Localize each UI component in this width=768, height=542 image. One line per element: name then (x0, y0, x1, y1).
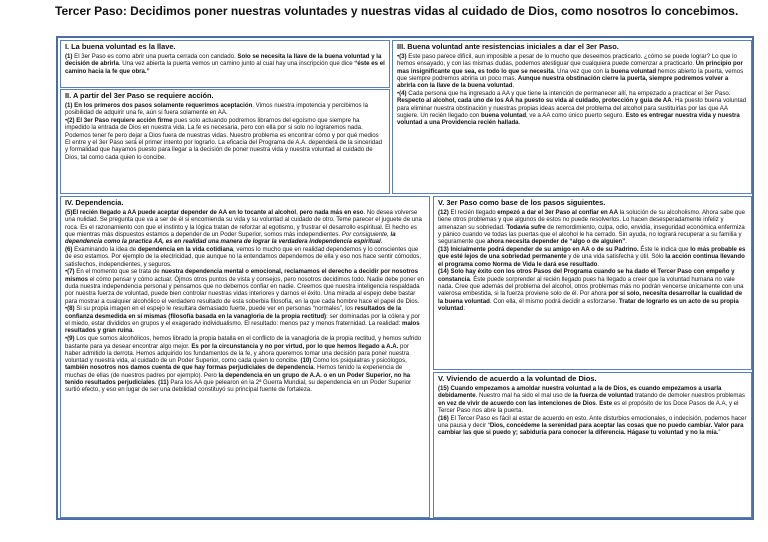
text-run: (15) Cuando empezamos a amoldar nuestra voluntad a la de Dios, es cuando empezamos a usarla debidamente (438, 384, 722, 400)
text-run: . (597, 260, 600, 268)
section-6 (433, 372, 752, 518)
page-title: Tercer Paso: Decidimos poner nuestras voluntades y nuestras vidas al cuidado de Dios, como nosotros lo concebimos. (55, 4, 739, 18)
text-run: . (595, 399, 600, 407)
text-run: Para los AA que pelearon en la 2ª Guerra Mundial, su dependencia en un Poder Superior surtió efecto, y eso en lugar de ser una debilidad constituyó su principal fuente de fortaleza. (65, 379, 412, 394)
text-run: . (512, 82, 515, 90)
text-run: . (463, 304, 466, 312)
text-run: Este (599, 399, 613, 407)
section-paragraph (397, 53, 747, 90)
text-run: . (380, 238, 383, 246)
text-run: ” (718, 429, 721, 437)
text-run: (5) (65, 208, 73, 216)
text-run: pues solo actuando podremos librarnos del egoísmo que siempre ha impedido la entrada de Dios en nuestra vida. La fe es necesaria, pero con ella por si solo no lograremos nada. Podemos tener fe pero dejar a Dios fuera de nuestras vidas. Nuestro problema es encontrar cómo y por qué medios El entre y el 3er Paso será el primer intento por lograrlo. La eficacia del Programa de A.A. dependerá de la sinceridad y formalidad que hayamos puesto para llegar a la decisión de poner nuestra vida y nuestra voluntad al cuidado de Dios, tal como cada quien lo concibe. (65, 117, 383, 161)
text-run: también nosotros nos damos cuenta de que hay formas perjudiciales de dependencia (65, 364, 314, 372)
text-run: El recién llegado a AA puede aceptar depender de AA en lo tocante al alcohol (72, 208, 297, 216)
text-run: (3) (399, 52, 407, 60)
text-run: . Con ella, él mismo podrá decidir a esforzarse. (489, 297, 619, 305)
text-run: . Ha puesto buena voluntad para eliminar nuestra obstinación y nuestras propias ideas acerca del problema del alcohol para sustituirlas por las que AA sugiere. Un recién llegado con (397, 97, 747, 119)
text-run: tratando de demoler nuestros problemas (633, 392, 745, 400)
section-paragraph (65, 246, 425, 268)
text-run: (11) (158, 379, 169, 387)
section-paragraph (397, 90, 747, 127)
section-heading: V. Viviendo de acuerdo a la voluntad de Dios. (438, 374, 597, 383)
text-run: (9) (67, 335, 75, 343)
text-run: (12) (438, 208, 449, 216)
text-run: (2) El 3er Paso requiere acción firme (67, 117, 173, 124)
section-paragraph (65, 305, 425, 334)
text-run: Aunque nuestra obstinación cierre la puerta, siempre podremos volver a abrirla con la llave de la buena voluntad (397, 74, 729, 90)
text-run: por haber admitido la derrota. Hemos adquirido los fundamentos de la fe, y ahora queremos tomar una decisión para poner nuestra voluntad y nuestra vida, al cuidado de un Poder Superior, como cada quien lo concibe. (65, 342, 410, 365)
section-paragraph (438, 415, 747, 437)
text-run: . Hemos tenido la experiencia de muchas de ellas (de nuestros padres por ejemplo). Pero (65, 364, 403, 379)
section-heading: II. A partir del 3er Paso se requiere acción. (65, 91, 214, 100)
text-run: “éste es el camino hacia la fe que obra.” (65, 60, 385, 75)
text-run: malos resultados y gran ruina (65, 320, 420, 335)
text-run: . (625, 238, 627, 246)
section-3 (392, 40, 752, 194)
text-run: nuestra dependencia mental o emocional, reclamamos el derecho a decidir por nosotros mismos (65, 268, 419, 283)
section-2 (60, 89, 390, 194)
text-run: (1) (65, 101, 73, 109)
text-run: El Tercer Paso es fácil al estar de acuerdo en esto. Ante disturbios emocionales, o indecisión, podemos hacer una pausa y decir “ (438, 414, 747, 429)
section-heading: III. Buena voluntad ante resistencias iniciales a dar el 3er Paso. (397, 42, 619, 51)
text-run: , vemos lo mucho que en realidad dependemos y lo conscientes que de eso estamos. Por ejemplo de la electricidad, que aunque no la entendamos dependemos de ella y eso nos hace sentir cómodos, satisfechos, independientes, y seguros. (65, 245, 422, 268)
text-run: dependencia en la vida cotidiana (137, 245, 234, 253)
text-run: . (518, 119, 521, 127)
text-run: (8) (67, 305, 75, 313)
text-run: Un principio por mas insignificante que sea, es todo lo que se necesita (397, 60, 743, 75)
text-run: la dependencia como la practica AA, es en realidad una manera de lograr la verdadera independencia espiritual (65, 230, 396, 246)
text-run: • (397, 89, 400, 97)
section-heading: V. 3er Paso como base de los pasos siguientes. (438, 198, 606, 207)
section-paragraph (65, 102, 385, 117)
text-run: hemos abierto la puerta, vemos que siempre podremos abrirla un poco mas. (397, 67, 744, 82)
text-run: Dios, concédeme la serenidad para aceptar las cosas que no puedo cambiar. Valor para cambiar las que si puedo y; sabiduría para conocer la diferencia. Hágase tu voluntad y no la mía. (438, 421, 744, 437)
text-run: por sí solo, necesita desarrollar la cualidad de la buena voluntad (438, 290, 743, 305)
text-run: buena voluntad (611, 67, 657, 75)
text-run: • (65, 335, 68, 343)
section-paragraph (438, 246, 747, 268)
section-paragraph (438, 268, 747, 312)
text-run: lo más probable es que esté lejos de una sobriedad permanente (438, 245, 746, 261)
section-5 (433, 196, 752, 370)
text-run: , (296, 208, 300, 216)
section-paragraph (65, 268, 425, 305)
text-run: es el propósito de los Doce Pasos de A.A, y el Tercer Paso nos abre la puerta. (438, 399, 739, 414)
text-run: • (397, 52, 400, 60)
text-run: Es por la circunstancia y no por virtud, por lo que hemos llegado a A.A. (191, 342, 399, 350)
section-paragraph (65, 117, 385, 161)
text-run: En los primeros dos pasos solamente requerimos aceptación (74, 101, 253, 109)
text-run: la acción continua llevando el programa como Norma de Vida le dará ese resultado (438, 253, 745, 268)
text-run: . (132, 327, 135, 335)
text-run: la dependencia en un grupo de A.A. o en un Poder Superior, no ha tenido resultados perjudiciales (65, 371, 411, 387)
text-run: (14) Solo hay éxito con los otros Pasos del Programa cuando se ha dado el Tercer Paso con empeño y constancia (438, 268, 735, 283)
text-run: . Una vez que con la (553, 67, 612, 75)
text-run: . Éste puede sorprender al recién llegado pues ha llegado a creer que la voluntad humana no vale nada. Cree que además del problema del alcohol, otros problemas más no podrán vencerse únicamente con una valerosa embestida, si la fuerza proviene solo de él. Por ahora (438, 275, 744, 298)
section-heading: IV. Dependencia. (65, 198, 124, 207)
text-run: (1) (65, 52, 73, 60)
text-run: Este paso parece difícil, aun imposible a pesar de lo mucho que deseemos practicarlo. ¿cómo se puede lograr? Lo que lo hemos ensayado, y con las mismas dudas, podemos atestiguar que cualquiera puede comenzar a practicarlo. (397, 52, 737, 68)
text-run: (13) Inicialmente podrá depender de su amigo en AA o de su Padrino. (438, 245, 639, 253)
text-run: (6) (65, 245, 73, 253)
text-run: . Vimos nuestra impotencia y percibimos la posibilidad de adquirir una fe, aún si fuera solamente en AA. (65, 101, 369, 117)
text-run: Solo se necesita la llave de la buena voluntad y la decisión de abrirla (65, 52, 382, 68)
section-paragraph (65, 335, 425, 394)
section-heading: I. La buena voluntad es la llave. (65, 42, 176, 51)
text-run: Cada persona que ha ingresado a AA y que tiene la intención de permanecer allí, ha empezado a practicar el 3er Paso. (406, 89, 731, 97)
text-run: (4) (399, 89, 407, 97)
text-run: de remordimiento, culpa, odio, envidia, inseguridad económica enfermiza y pánico cuando ve todas las puertas que el alcohol le ha cerrado. Sin ayuda, no logrará recuperar a su familia y seguramente que (438, 223, 745, 246)
text-run: Los que somos alcohólicos, hemos librado la propia batalla en el conflicto de la vanagloria de la propia rectitud, y hemos sufrido bastante para ya desear encontrar algo mejor. (65, 335, 422, 350)
text-run: Éste le indica que (638, 245, 691, 253)
text-run: la fuerza de voluntad (572, 392, 634, 400)
text-run: Por consiguiente, (341, 230, 391, 238)
text-run: • (65, 305, 68, 313)
text-run: Todavía sufre (506, 223, 546, 231)
text-run: Respecto al alcohol, cada uno de los AA ha puesto su vida al cuidado, protección y guía de AA (397, 97, 672, 105)
section-1 (60, 40, 390, 88)
text-run: ahora necesita depender de “algo o de alguien” (487, 238, 626, 246)
text-run: y de una vida satisfecha y útil. Sólo (566, 253, 666, 261)
text-run: Examinando la idea de (72, 245, 138, 253)
text-run: • (65, 117, 68, 124)
text-run: (7) (67, 268, 75, 276)
text-run: resultados de la confianza desmedida en sí mismas (filosofía basada en la vanagloria de la propia rectitud) (65, 305, 402, 320)
text-run: la solución de su alcoholismo. Ahora sabe que tiene otros problemas y que algunos de estos no puede resolverlos. Lo hacen desesperadamente infeliz y amenazan su sobriedad. (438, 208, 746, 231)
text-run: Como los psiquiatras y psicólogos, (311, 357, 407, 365)
text-run: • (65, 268, 68, 276)
text-run: (10) (300, 357, 312, 365)
text-run: empezó a dar el 3er Paso al confiar en AA (497, 208, 618, 216)
text-run: : ser dominadas por la cólera y por el miedo, estar divididos en grupos y el exagerado individualismo. El resultado: menos paz y menos fraternidad. La realidad: (65, 312, 420, 328)
text-run: (16) (438, 414, 449, 422)
text-run: Esto es entregar nuestra vida y nuestra voluntad a una Providencia recién hallada (397, 111, 740, 127)
text-run: . Una vez abierta la puerta vemos un camino junto al cual hay una inscripción que dice (118, 60, 355, 68)
text-run: en vez de vivir de acuerdo con las intenciones de Dios (438, 399, 596, 407)
text-run: Tratar de lograrlo es un acto de su propia voluntad (438, 297, 739, 312)
section-paragraph (438, 209, 747, 246)
text-run: Si su propia imagen en el espejo le resultara demasiado fuerte, puede ver en personas “normales”, los (74, 305, 355, 313)
text-run: En el momento que se trata de (74, 268, 162, 276)
text-run: . Nuestro mal ha sido el mal uso de (475, 392, 573, 400)
text-run: El recién llegado (448, 208, 498, 216)
section-paragraph (438, 385, 747, 414)
section-paragraph (65, 209, 425, 246)
text-run: El 3er Paso es como abrir una puerta cerrada con candado. (72, 52, 238, 60)
text-run: pero nada más en eso (299, 208, 364, 216)
section-paragraph (65, 53, 385, 75)
text-run: , ve a AA como único puerto seguro. (526, 111, 626, 119)
text-run: el cómo pensar y cómo actuar. Ójmos otros puntos de vista y consejos, pero nosotros decidimos todo. Nadie debe poner en duda nuestra independencia personal y pensamos que no debemos confiar en nadie. Creemos que nuestra inteligencia respaldada por nuestra fuerza de voluntad, puede bien controlar nuestras vidas interiores y darnos el éxito. Una mirada al espejo debe bastar para mostrar a cualquier alcohólico el verdadero resultado de esta soberbia filosofía, en la que cada hombre hace el papel de Dios. (65, 275, 425, 305)
text-run: . (154, 379, 159, 387)
text-run: . No desea volverse una nulidad. Se pregunta que va a ser de él si encomienda su vida y su voluntad al cuidado de otro. Teme parecer el juguete de una roca. Es el razonamiento con que el instinto y la lógica tratan de reforzar al egotismo, y frustrar el desarrollo espiritual. El hecho es que mientras más dispuestos estamos a depender de un Poder Superior, somos más independientes. (65, 208, 422, 238)
text-run: buena voluntad (481, 111, 527, 119)
section-4 (60, 196, 430, 518)
